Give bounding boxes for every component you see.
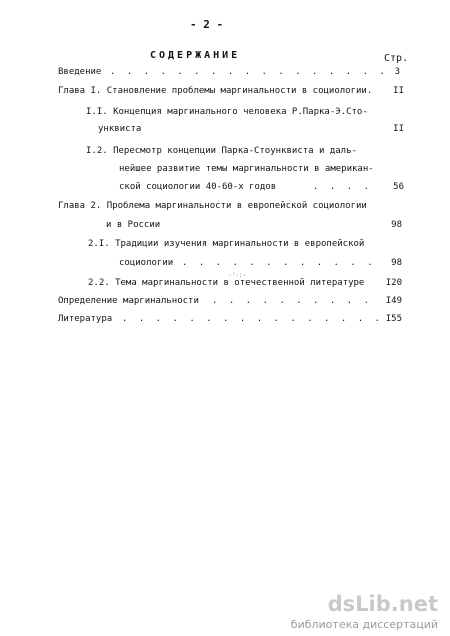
toc-entry-text: Литература	[58, 314, 113, 324]
toc-entry-text: и в России	[106, 220, 161, 230]
toc-page-number: 56	[393, 182, 404, 192]
page-column-header: Стр.	[384, 53, 409, 64]
contents-title: СОДЕРЖАНИЕ	[150, 50, 241, 61]
dslib-logo-text: dsLib.net	[327, 592, 438, 616]
toc-entry-text: Введение	[58, 67, 102, 77]
toc-leader-dots	[122, 314, 382, 325]
toc-entry-text: I.2. Пересмотр концепции Парка-Стоунквиста и даль-	[86, 146, 357, 156]
dslib-subtitle: библиотека диссертаций	[290, 618, 438, 631]
toc-entry-text: 2.I. Традиции изучения маргинальности в европейской	[88, 239, 365, 249]
toc-page-number: II	[393, 124, 404, 134]
toc-leader-dots	[313, 182, 381, 193]
toc-leader-dots	[110, 67, 385, 78]
toc-entry-text: ской социологии 40-60-х годов	[119, 182, 277, 192]
scan-speck-mark: ·'·:·	[228, 272, 247, 279]
toc-page-number: I49	[385, 296, 402, 306]
toc-entry-text: I.I. Концепция маргинального человека Р.Парка-Э.Сто-	[86, 107, 368, 117]
dslib-logo[interactable]	[328, 592, 438, 616]
toc-leader-dots	[182, 258, 382, 269]
toc-page-number: I55	[385, 314, 402, 324]
toc-entry-text: 2.2. Тема маргинальности в отечественной литературе	[88, 278, 365, 288]
toc-entry-text: Глава 2. Проблема маргинальности в европейской социологии	[58, 201, 367, 211]
toc-entry-text: унквиста	[98, 124, 142, 134]
toc-page-number: 98	[391, 258, 402, 268]
toc-page-number: 3	[394, 67, 400, 77]
toc-page-number: 98	[391, 220, 402, 230]
toc-page-number: I20	[385, 278, 402, 288]
toc-entry-text: Глава I. Становление проблемы маргинальности в социологии.	[58, 86, 373, 96]
toc-leader-dots	[212, 296, 382, 307]
toc-entry-text: социологии	[119, 258, 174, 268]
toc-entry-text: нейшее развитие темы маргинальности в американ-	[119, 164, 374, 174]
page-number: - 2 -	[190, 18, 224, 31]
toc-page-number: II	[393, 86, 404, 96]
toc-entry-text: Определение маргинальности	[58, 296, 199, 306]
